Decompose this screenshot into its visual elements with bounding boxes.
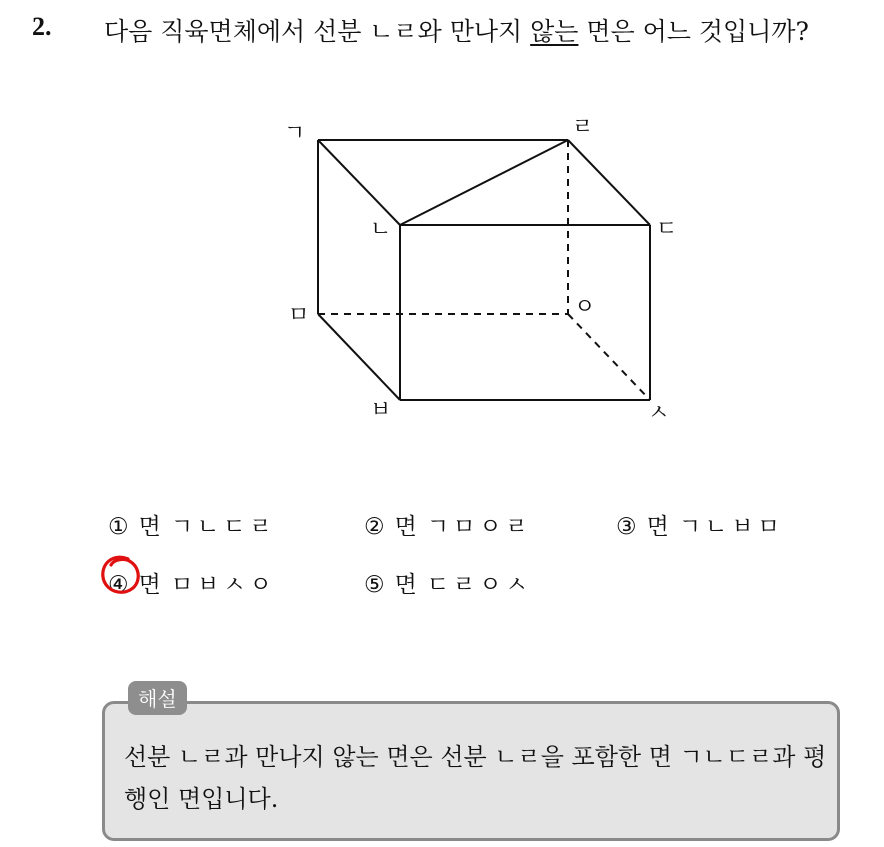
vertex-label-m: ㅁ [288, 303, 310, 328]
choice-1[interactable] [108, 508, 276, 541]
choice-1-number: ① [108, 514, 129, 540]
answer-circle-mark [98, 553, 142, 597]
choice-4[interactable] [108, 566, 276, 599]
vertex-label-g: ㄱ [284, 121, 306, 146]
choice-4-number: ④ [108, 572, 129, 598]
choice-4-face: ㅁㅂㅅㅇ [170, 572, 276, 598]
choice-5-word: 면 [394, 572, 417, 598]
choice-1-face: ㄱㄴㄷㄹ [170, 514, 276, 540]
choice-3-number: ③ [616, 514, 637, 540]
vertex-label-s: ㅅ [648, 401, 670, 426]
choice-3[interactable] [616, 508, 784, 541]
choice-4-word: 면 [138, 572, 161, 598]
explanation-tag: 해설 [128, 681, 187, 715]
choice-3-face: ㄱㄴㅂㅁ [678, 514, 784, 540]
explanation-text: 선분 ㄴㄹ과 만나지 않는 면은 선분 ㄴㄹ을 포함한 면 ㄱㄴㄷㄹ과 평행인 면입니다. [124, 743, 827, 813]
vertex-label-b: ㅂ [370, 398, 392, 423]
choice-5-face: ㄷㄹㅇㅅ [426, 572, 532, 598]
choice-2-number: ② [364, 514, 385, 540]
choice-2-word: 면 [394, 514, 417, 540]
edge-m-b [318, 314, 400, 400]
vertex-label-o: ㅇ [574, 295, 596, 320]
choice-3-word: 면 [646, 514, 669, 540]
segment-n-r [400, 140, 568, 225]
question-text-after: 면은 어느 것입니까? [578, 17, 809, 46]
choice-5[interactable] [364, 566, 532, 599]
edge-r-d [568, 140, 650, 225]
vertex-label-d: ㄷ [656, 217, 678, 242]
choice-1-word: 면 [138, 514, 161, 540]
choice-2-face: ㄱㅁㅇㄹ [426, 514, 532, 540]
question-number: 2. [32, 12, 52, 41]
vertex-label-n: ㄴ [370, 217, 392, 242]
hidden-edge-o-s [568, 314, 650, 400]
choice-5-number: ⑤ [364, 572, 385, 598]
vertex-label-r: ㄹ [572, 115, 594, 140]
choice-2[interactable] [364, 508, 532, 541]
edge-g-n [318, 140, 400, 225]
question-text-underlined: 않는 [530, 17, 579, 46]
question-text-before: 다음 직육면체에서 선분 ㄴㄹ와 만나지 [104, 17, 531, 46]
